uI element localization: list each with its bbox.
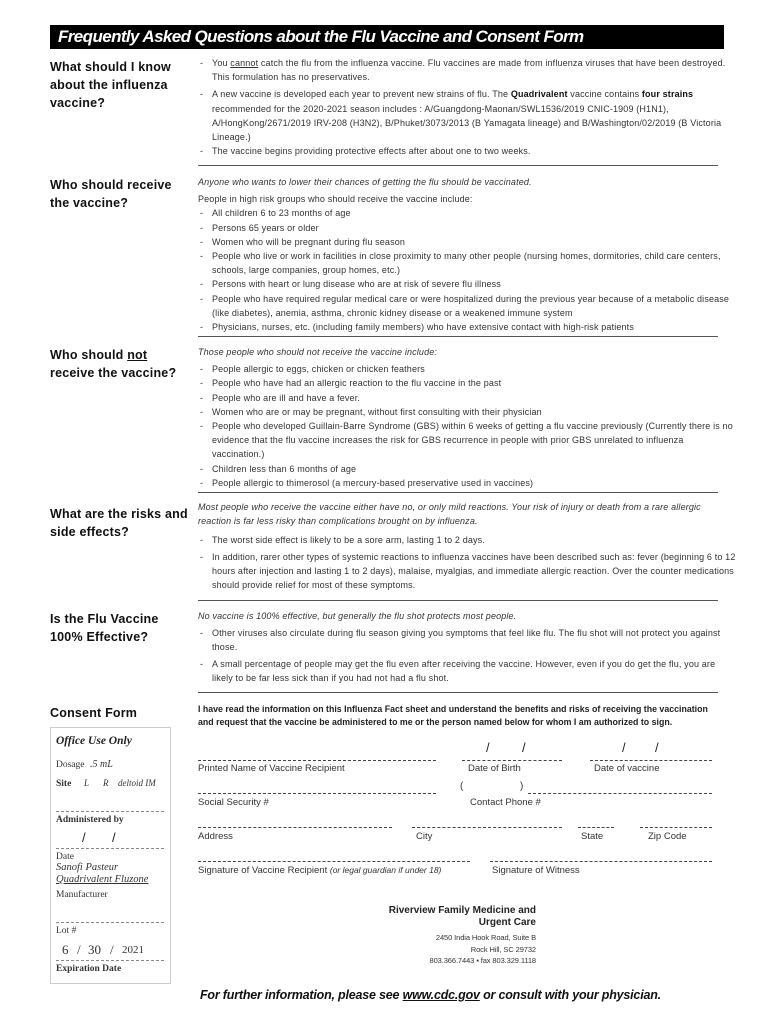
clinic-name: Riverview Family Medicine and [388, 905, 536, 916]
list-item: - People allergic to thimerosol (a mercury-based preservative used in vaccines) [198, 476, 736, 490]
consent-heading: Consent Form [50, 706, 138, 720]
clinic-info [366, 905, 536, 967]
list-item: - People who have required regular medical care or were hospitalized during the previous year because of a metabolic disease (like diabetes), anemia, asthma, chronic kidney disease or a weakened immune system [198, 292, 736, 320]
site-value: deltoid IM [118, 778, 156, 788]
consent-statement: I have read the information on this Influenza Fact sheet and understand the benefits and risks of receiving the vaccination and request that the vaccine be administered to me or the person named below for whom I am authorized to sign. [198, 704, 708, 727]
date-slash: / [655, 740, 659, 755]
phone-paren-close: ) [520, 781, 524, 792]
faq-question-know: What should I know about the influenza vaccine? [50, 60, 171, 110]
divider [198, 492, 718, 493]
list-item: - A new vaccine is developed each year to prevent new strains of flu. The Quadrivalent vaccine contains four strains recommended for the 2020-2021 season includes : A/Guangdong-Maonan/SWL1536/2019 CNIC-1909 (H1N1), A/HongKong/2671/2019 IRV-208 (H3N2), B/Phuket/3073/2013 (B Yamagata lineage) and B/Washington/02/2019 (B Victoria Lineage.) [198, 87, 736, 144]
expiration-year: 2021 [122, 944, 144, 956]
list-item: - People allergic to eggs, chicken or chicken feathers [198, 362, 736, 376]
divider [198, 692, 718, 693]
answer-intro: Most people who receive the vaccine either have no, or only mild reactions. Your risk of injury or death from a rare allergic reaction is far less risky than complications brought on by influenza. [198, 502, 701, 527]
recipient-signature-field[interactable] [198, 861, 470, 862]
list-item: - The worst side effect is likely to be a sore arm, lasting 1 to 2 days. [198, 533, 736, 547]
clinic-name: Urgent Care [478, 917, 536, 928]
phone-label: Contact Phone # [470, 797, 541, 808]
date-of-vaccine-label: Date of vaccine [594, 763, 660, 774]
phone-field[interactable] [528, 793, 712, 794]
lot-field[interactable] [56, 922, 164, 923]
date-slash: / [486, 740, 490, 755]
faq-question-risks: What are the risks and side effects? [50, 507, 188, 539]
date-slash: / [77, 942, 81, 957]
faq-answer-effective [198, 609, 736, 687]
date-slash: / [82, 830, 86, 845]
recipient-signature-label: Signature of Vaccine Recipient (or legal guardian if under 18) [198, 865, 442, 876]
printed-name-label: Printed Name of Vaccine Recipient [198, 763, 345, 774]
list-item: - Other viruses also circulate during flu season giving you symptoms that feel like flu. The flu shot will not protect you against those. [198, 626, 736, 654]
zip-label: Zip Code [648, 831, 687, 842]
date-label: Date [56, 852, 74, 862]
divider [198, 165, 718, 166]
clinic-city: Rock Hill, SC 29732 [470, 944, 536, 954]
date-of-vaccine-field[interactable] [590, 760, 712, 761]
list-item: - Women who are or may be pregnant, without first consulting with their physician [198, 405, 736, 419]
administered-by-label: Administered by [56, 815, 124, 825]
faq-answer-risks [198, 500, 736, 594]
answer-intro: No vaccine is 100% effective, but generally the flu shot protects most people. [198, 611, 517, 621]
list-item: - People who developed Guillain-Barre Syndrome (GBS) within 6 weeks of getting a flu vaccine previously (Currently there is no evidence that the flu vaccine increases the risk for GBS recurrence in people with prior GBS unrelated to influenza vaccination.) [198, 419, 736, 462]
list-item: - Physicians, nurses, etc. (including family members) who have extensive contact with high-risk patients [198, 320, 736, 334]
faq-question-who-should: Who should receive the vaccine? [50, 178, 172, 210]
date-slash: / [110, 942, 114, 957]
phone-paren-open: ( [460, 781, 464, 792]
list-item: - In addition, rarer other types of systemic reactions to influenza vaccines have been described such as: fever (beginning 6 to 12 hours after injection and lasting 1 to 2 days), malaise, myalgias, and immediate allergic reaction. Over the counter medications should provide relief for most of these symptoms. [198, 550, 736, 593]
office-use-title: Office Use Only [56, 735, 132, 747]
list-item: - A small percentage of people may get the flu even after receiving the vaccine. However, even if you do get the flu, you are likely to be far less sick than if you had not had a flu shot. [198, 657, 736, 685]
printed-name-field[interactable] [198, 760, 436, 761]
ssn-label: Social Security # [198, 797, 269, 808]
list-item: - You cannot catch the flu from the influenza vaccine. Flu vaccines are made from influenza viruses that have been destroyed. This formulation has no preservatives. [198, 56, 736, 84]
site-left[interactable]: L [84, 778, 90, 788]
faq-question-effective: Is the Flu Vaccine 100% Effective? [50, 612, 159, 644]
list-item: - People who live or work in facilities in close proximity to many other people (nursing homes, dormitories, child care centers, schools, large companies, group homes, etc.) [198, 249, 736, 277]
list-item: - People who are ill and have a fever. [198, 391, 736, 405]
faq-answer-who-should [198, 175, 736, 334]
administered-by-field[interactable] [56, 811, 164, 812]
dosage-value: .5 mL [90, 759, 113, 770]
answer-intro: Anyone who wants to lower their chances of getting the flu should be vaccinated. [198, 177, 532, 187]
zip-field[interactable] [640, 827, 712, 828]
date-slash: / [522, 740, 526, 755]
manufacturer-label: Manufacturer [56, 890, 108, 900]
address-field[interactable] [198, 827, 392, 828]
faq-question-who-not: Who should not receive the vaccine? [50, 348, 177, 380]
site-label: Site [56, 779, 72, 789]
footer-note: For further information, please see www.cdc.gov or consult with your physician. [200, 988, 661, 1002]
dob-field[interactable] [462, 760, 562, 761]
ssn-field[interactable] [198, 793, 436, 794]
answer-lead: People in high risk groups who should receive the vaccine include: [198, 194, 473, 205]
state-label: State [581, 831, 604, 842]
address-label: Address [198, 831, 233, 842]
list-item: - The vaccine begins providing protective effects after about one to two weeks. [198, 144, 736, 158]
expiration-day: 30 [88, 942, 101, 957]
faq-answer-who-not [198, 345, 736, 490]
list-item: - People who have had an allergic reaction to the flu vaccine in the past [198, 376, 736, 390]
dosage-label: Dosage [56, 760, 85, 770]
page-title: Frequently Asked Questions about the Flu Vaccine and Consent Form [50, 25, 724, 49]
list-item: - All children 6 to 23 months of age [198, 206, 736, 220]
list-item: - Women who will be pregnant during flu season [198, 235, 736, 249]
expiration-label: Expiration Date [56, 964, 122, 974]
clinic-address: 2450 India Hook Road, Suite B [435, 933, 536, 942]
city-label: City [416, 831, 433, 842]
city-field[interactable] [412, 827, 562, 828]
expiration-field[interactable] [56, 960, 164, 961]
answer-intro: Those people who should not receive the vaccine include: [198, 347, 438, 357]
site-right[interactable]: R [103, 778, 109, 788]
cdc-link[interactable]: www.cdc.gov [402, 988, 480, 1002]
expiration-month: 6 [62, 942, 69, 957]
faq-answer-know [198, 56, 736, 158]
dob-label: Date of Birth [468, 763, 521, 774]
manufacturer-value-2: Quadrivalent Fluzone [56, 874, 149, 885]
manufacturer-value-1: Sanofi Pasteur [56, 862, 119, 873]
witness-signature-field[interactable] [490, 861, 712, 862]
state-field[interactable] [578, 827, 614, 828]
date-field[interactable] [56, 848, 164, 849]
witness-signature-label: Signature of Witness [492, 865, 580, 876]
divider [198, 336, 718, 337]
list-item: - Persons 65 years or older [198, 221, 736, 235]
list-item: - Persons with heart or lung disease who are at risk of severe flu illness [198, 277, 736, 291]
date-slash: / [112, 830, 116, 845]
divider [198, 600, 718, 601]
clinic-phone: 803.366.7443 ▪ fax 803.329.1118 [429, 956, 536, 965]
date-slash: / [622, 740, 626, 755]
list-item: - Children less than 6 months of age [198, 462, 736, 476]
lot-label: Lot # [56, 926, 77, 936]
